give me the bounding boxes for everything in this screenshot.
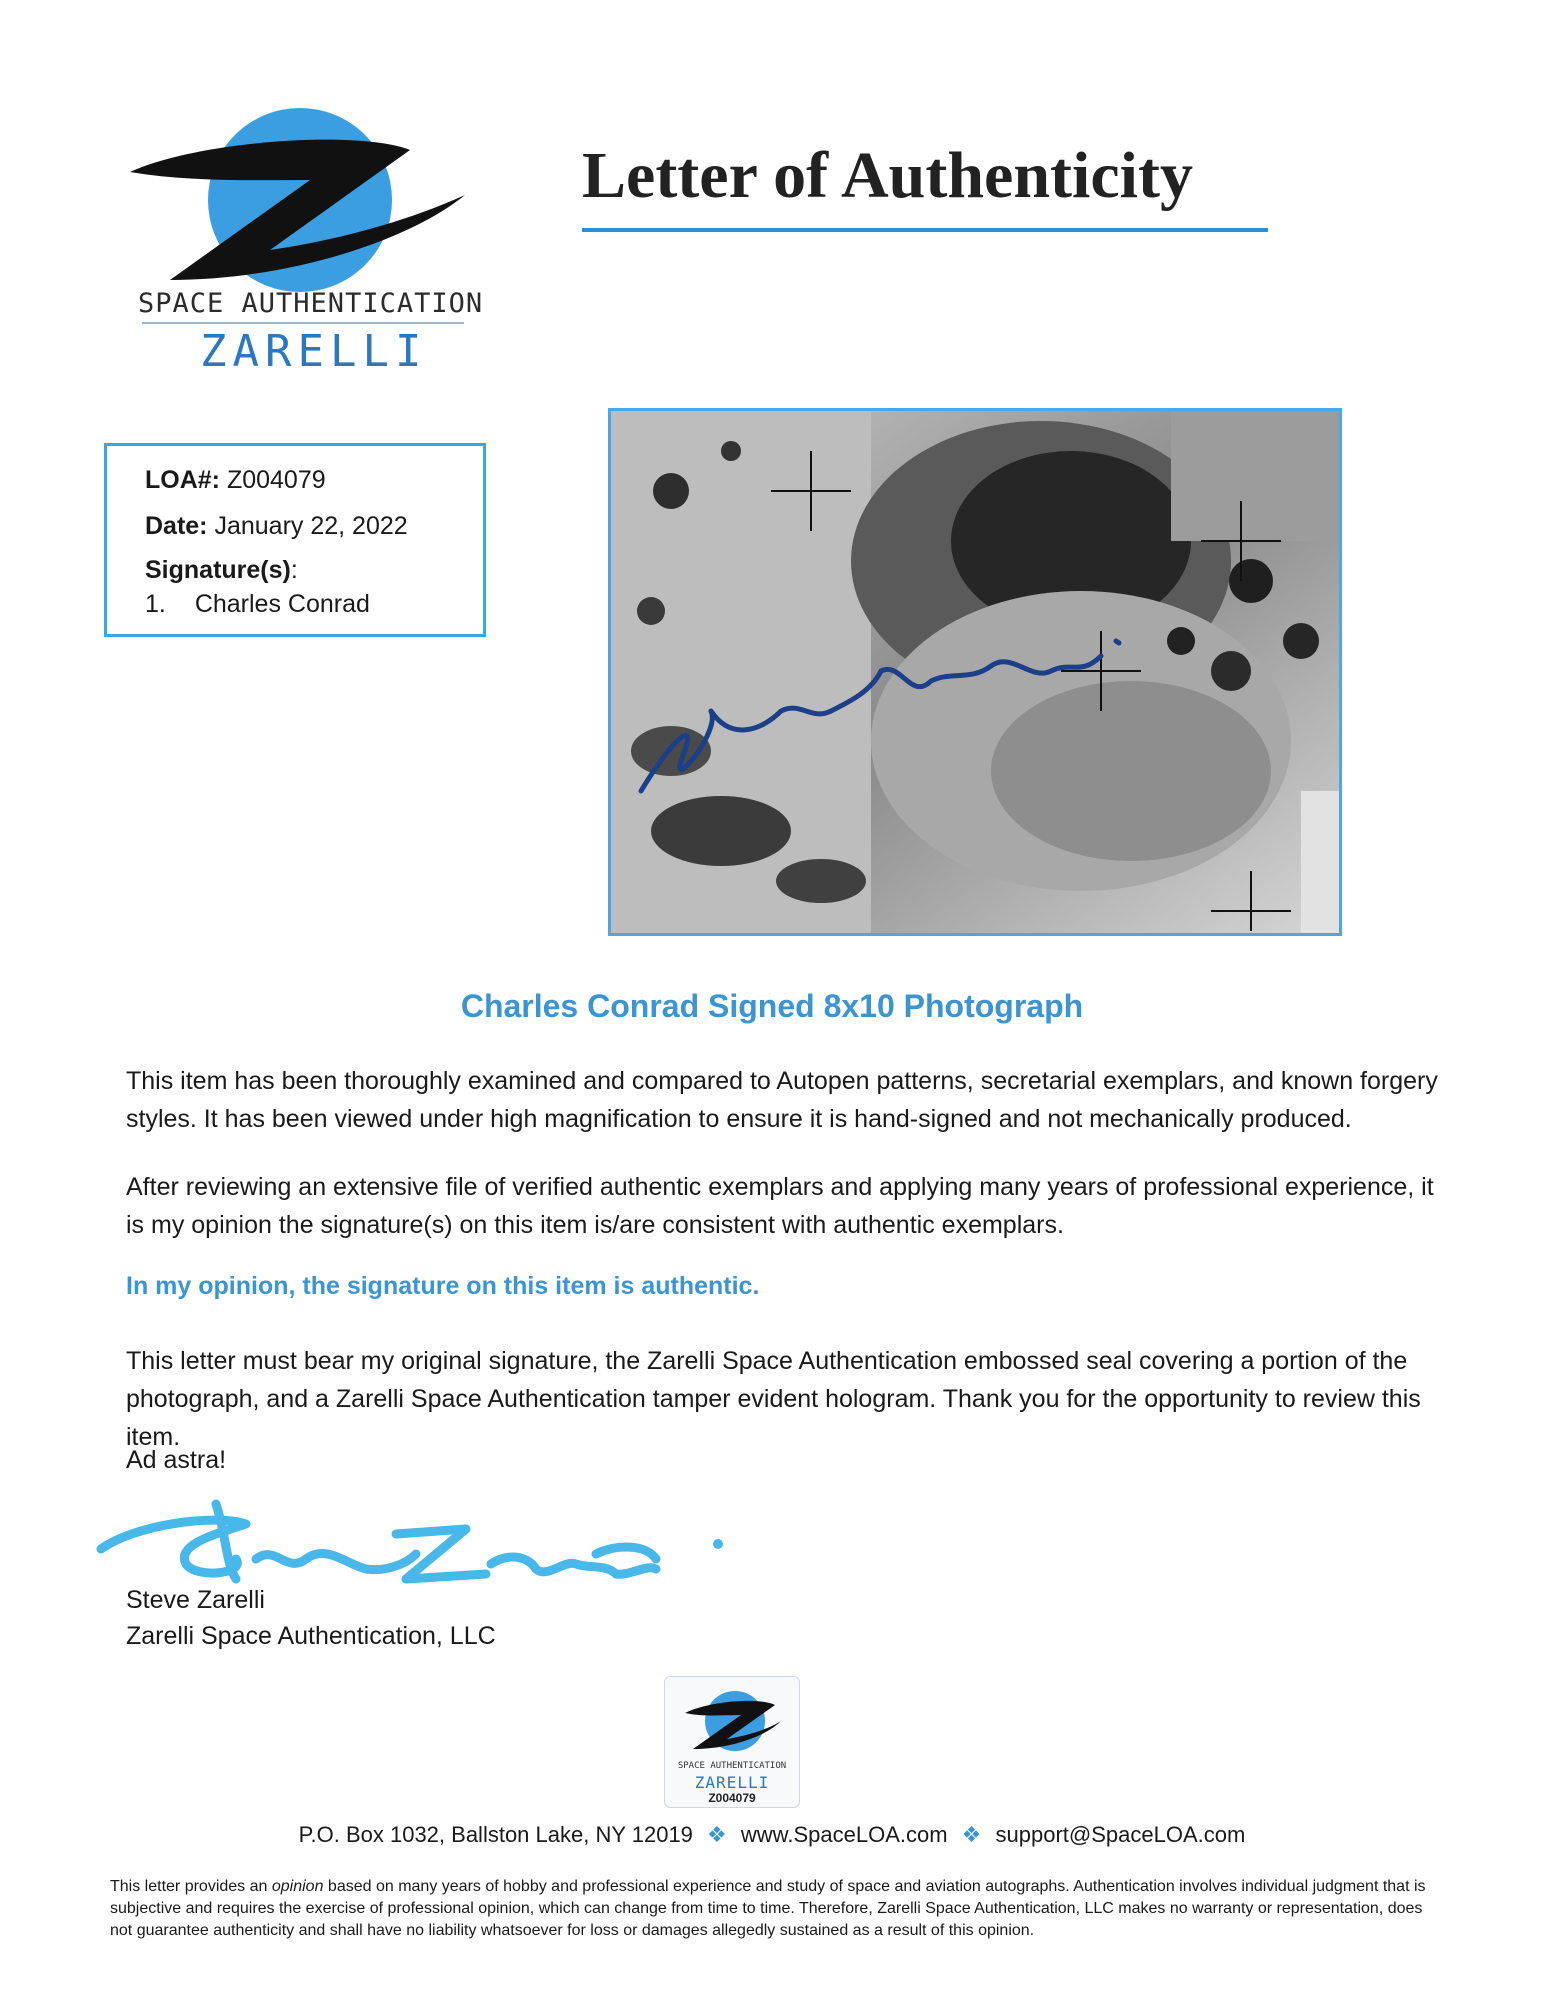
legal-disclaimer [110, 1876, 1440, 1942]
loa-date: January 22, 2022 [214, 512, 408, 540]
signer-company: Zarelli Space Authentication, LLC [126, 1622, 496, 1650]
loa-info-box [104, 443, 486, 637]
loa-number: Z004079 [226, 466, 326, 494]
tamper-evident-hologram [664, 1676, 800, 1808]
title-underline [582, 228, 1268, 232]
loa-date-label: Date: [145, 512, 208, 540]
sign-off: Ad astra! [126, 1446, 227, 1474]
disclaimer-text: based on many years of hobby and professional experience and study of space and aviation autographs. Authentication involves individual judgment that is subjective and requires the exercise of professional opinion, which can change from time to time. Therefore, Zarelli Space Authentication, LLC makes no warranty or representation, does not guarantee authenticity and shall have no liability whatsoever for loss or damages allegedly sustained as a result of this opinion. [110, 1878, 1426, 1939]
loa-signatures-row [145, 556, 298, 585]
signer-name: Steve Zarelli [126, 1586, 265, 1614]
loa-number-row [145, 466, 326, 495]
hologram-line1: SPACE AUTHENTICATION [677, 1761, 787, 1771]
hologram-line2: ZARELLI [694, 1773, 770, 1792]
loa-signatures-colon: : [290, 556, 298, 584]
examination-paragraph: This item has been thoroughly examined and compared to Autopen patterns, secretarial exemplars, and known forgery styles. It has been viewed under high magnification to ensure it is hand-signed and not mechanically produced. [126, 1067, 1438, 1133]
separator-icon: ❖ [961, 1822, 982, 1847]
authenticity-opinion: In my opinion, the signature on this item is authentic. [126, 1272, 760, 1300]
item-title: Charles Conrad Signed 8x10 Photograph [460, 988, 1084, 1024]
loa-signature-index: 1. [145, 590, 166, 618]
photo-image [611, 411, 1339, 933]
signed-photograph [608, 408, 1342, 936]
page-title: Letter of Authenticity [582, 139, 1193, 212]
separator-icon: ❖ [707, 1822, 727, 1847]
exemplars-paragraph: After reviewing an extensive file of verified authentic exemplars and applying many years of professional experience, it is my opinion the signature(s) on this item is/are consistent with authentic exemplars. [126, 1173, 1434, 1239]
loa-number-label: LOA#: [145, 466, 220, 494]
disclaimer-text: This letter provides an [110, 1878, 272, 1895]
logo-wordmark-bottom: ZARELLI [200, 326, 428, 377]
requirements-paragraph: This letter must bear my original signature, the Zarelli Space Authentication embossed seal covering a portion of the photograph, and a Zarelli Space Authentication tamper evident hologram. Thank you for the opportunity to review this item. [126, 1347, 1421, 1451]
loa-signature-name: Charles Conrad [194, 590, 370, 618]
website-link[interactable]: www.SpaceLOA.com [740, 1822, 948, 1847]
loa-signature-entry [145, 590, 370, 619]
postal-address: P.O. Box 1032, Ballston Lake, NY 12019 [298, 1822, 693, 1847]
contact-line [0, 1822, 1544, 1848]
hologram-code: Z004079 [708, 1791, 756, 1805]
disclaimer-emphasis: opinion [271, 1878, 324, 1895]
loa-signatures-label: Signature(s) [145, 556, 291, 584]
handwritten-signature [96, 1484, 736, 1594]
email-link[interactable]: support@SpaceLOA.com [995, 1822, 1246, 1847]
logo-divider [142, 322, 464, 324]
logo-wordmark-top: SPACE AUTHENTICATION [138, 288, 484, 319]
hologram-logo [679, 1683, 785, 1759]
loa-date-row [145, 512, 408, 541]
